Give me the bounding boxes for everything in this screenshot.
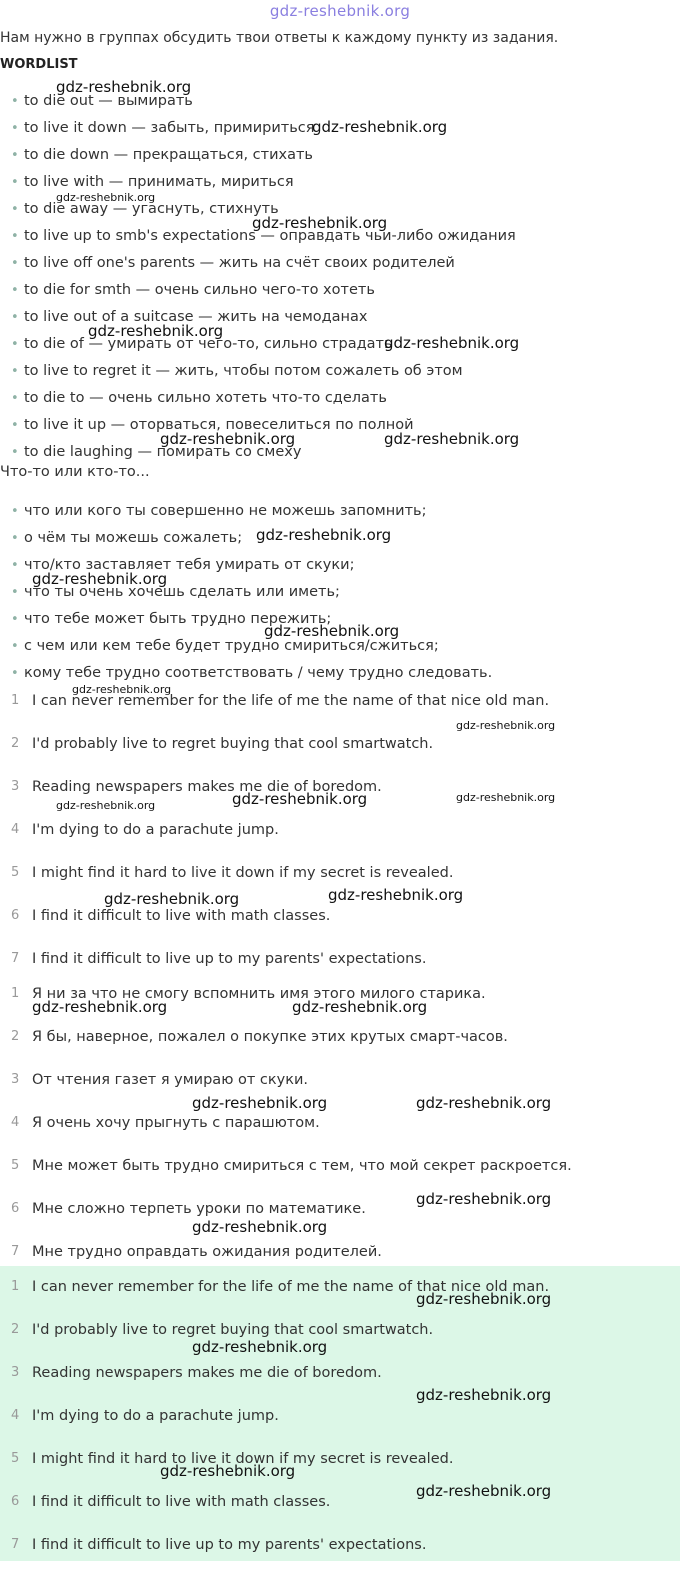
answer-text: Reading newspapers makes me die of boredom. (32, 779, 382, 795)
watermark: gdz-reshebnik.org (416, 1094, 552, 1112)
answer-text: I find it difficult to live up to my parents' expectations. (32, 1537, 427, 1553)
watermark: gdz-reshebnik.org (160, 1462, 296, 1480)
watermark: gdz-reshebnik.org (88, 322, 224, 340)
answer-text: I can never remember for the life of me the name of that nice old man. (32, 1279, 550, 1295)
prompt-item: • что ты очень хочешь сделать или иметь; (0, 579, 492, 606)
prompt-item: • что тебе может быть трудно пережить; (0, 606, 492, 633)
answer-text: I might find it hard to live it down if my secret is revealed. (32, 1451, 454, 1467)
wordlist-item: • to live up to smb's expectations — оправдать чьи-либо ожидания (0, 223, 516, 250)
wordlist-item: • to die laughing — помирать со смеху (0, 439, 516, 466)
answer-text: Reading newspapers makes me die of boredom. (32, 1365, 382, 1381)
answer-text: I find it difficult to live with math classes. (32, 908, 331, 924)
prompt-label: Что-то или кто-то... (0, 464, 150, 480)
watermark: gdz-reshebnik.org (256, 526, 392, 544)
answer-number: 3 (11, 1072, 20, 1087)
answer-text: I'd probably live to regret buying that cool smartwatch. (32, 736, 434, 752)
answer-text: I find it difficult to live with math classes. (32, 1494, 331, 1510)
answer-number: 4 (11, 822, 20, 837)
answer-number: 2 (11, 736, 20, 751)
answer-number: 5 (11, 1158, 20, 1173)
watermark: gdz-reshebnik.org (32, 998, 168, 1016)
watermark: gdz-reshebnik.org (252, 214, 388, 232)
answer-number: 7 (11, 1537, 20, 1552)
answer-number: 3 (11, 779, 20, 794)
watermark: gdz-reshebnik.org (32, 570, 168, 588)
wordlist-item: • to die of — умирать от чего-то, сильно страдать (0, 331, 516, 358)
watermark: gdz-reshebnik.org (192, 1094, 328, 1112)
prompt-item: • что/кто заставляет тебя умирать от скуки; (0, 552, 492, 579)
answer-text: Мне сложно терпеть уроки по математике. (32, 1201, 366, 1217)
watermark: gdz-reshebnik.org (56, 78, 192, 96)
wordlist-item: • to die away — угаснуть, стихнуть (0, 196, 516, 223)
intro-text: Нам нужно в группах обсудить твои ответы к каждому пункту из задания. (0, 30, 559, 46)
wordlist-item: • to live it up — оторваться, повеселиться по полной (0, 412, 516, 439)
answer-text: I'm dying to do a parachute jump. (32, 822, 279, 838)
answer-number: 5 (11, 865, 20, 880)
answer-number: 1 (11, 693, 20, 708)
answer-number: 6 (11, 1201, 20, 1216)
prompt-item: • о чём ты можешь сожалеть; (0, 525, 492, 552)
watermark: gdz-reshebnik.org (384, 430, 520, 448)
watermark: gdz-reshebnik.org (56, 799, 156, 812)
watermark: gdz-reshebnik.org (160, 430, 296, 448)
answer-number: 4 (11, 1408, 20, 1423)
answer-number: 2 (11, 1029, 20, 1044)
answer-text: Я бы, наверное, пожалел о покупке этих крутых смарт-часов. (32, 1029, 508, 1045)
wordlist-item: • to live it down — забыть, примириться (0, 115, 516, 142)
prompt-item: • с чем или кем тебе будет трудно смириться/сжиться; (0, 633, 492, 660)
wordlist-item: • to live to regret it — жить, чтобы потом сожалеть об этом (0, 358, 516, 385)
watermark: gdz-reshebnik.org (56, 191, 156, 204)
answer-number: 3 (11, 1365, 20, 1380)
prompt-item: • что или кого ты совершенно не можешь запомнить; (0, 498, 492, 525)
watermark: gdz-reshebnik.org (292, 998, 428, 1016)
site-header-link[interactable]: gdz-reshebnik.org (269, 2, 411, 20)
watermark: gdz-reshebnik.org (72, 683, 172, 696)
prompt-list (0, 498, 492, 687)
answer-number: 2 (11, 1322, 20, 1337)
answer-text: От чтения газет я умираю от скуки. (32, 1072, 309, 1088)
answer-number: 1 (11, 1279, 20, 1294)
watermark: gdz-reshebnik.org (416, 1482, 552, 1500)
watermark: gdz-reshebnik.org (416, 1290, 552, 1308)
watermark: gdz-reshebnik.org (232, 790, 368, 808)
answer-text: I'd probably live to regret buying that cool smartwatch. (32, 1322, 434, 1338)
answer-text: I can never remember for the life of me the name of that nice old man. (32, 693, 550, 709)
watermark: gdz-reshebnik.org (384, 334, 520, 352)
watermark: gdz-reshebnik.org (264, 622, 400, 640)
watermark: gdz-reshebnik.org (456, 719, 556, 732)
answer-text: I find it difficult to live up to my parents' expectations. (32, 951, 427, 967)
wordlist-item: • to die for smth — очень сильно чего-то хотеть (0, 277, 516, 304)
answer-number: 5 (11, 1451, 20, 1466)
answer-number: 4 (11, 1115, 20, 1130)
answer-text: I'm dying to do a parachute jump. (32, 1408, 279, 1424)
wordlist-item: • to live with — принимать, мириться (0, 169, 516, 196)
watermark: gdz-reshebnik.org (416, 1190, 552, 1208)
watermark: gdz-reshebnik.org (456, 791, 556, 804)
answer-number: 7 (11, 951, 20, 966)
wordlist-item: • to die down — прекращаться, стихать (0, 142, 516, 169)
watermark: gdz-reshebnik.org (312, 118, 448, 136)
answer-number: 6 (11, 1494, 20, 1509)
watermark: gdz-reshebnik.org (192, 1218, 328, 1236)
answer-text: Я очень хочу прыгнуть с парашютом. (32, 1115, 320, 1131)
answer-number: 7 (11, 1244, 20, 1259)
wordlist-item: • to die to — очень сильно хотеть что-то сделать (0, 385, 516, 412)
wordlist (0, 88, 516, 466)
watermark: gdz-reshebnik.org (192, 1338, 328, 1356)
wordlist-item: • to live off one's parents — жить на счёт своих родителей (0, 250, 516, 277)
answer-text: Мне трудно оправдать ожидания родителей. (32, 1244, 382, 1260)
answer-text: Я ни за что не смогу вспомнить имя этого милого старика. (32, 986, 486, 1002)
prompt-item: • кому тебе трудно соответствовать / чему трудно следовать. (0, 660, 492, 687)
watermark: gdz-reshebnik.org (104, 890, 240, 908)
answer-number: 1 (11, 986, 20, 1001)
wordlist-item: • to die out — вымирать (0, 88, 516, 115)
answer-text: I might find it hard to live it down if my secret is revealed. (32, 865, 454, 881)
wordlist-item: • to live out of a suitcase — жить на чемоданах (0, 304, 516, 331)
watermark: gdz-reshebnik.org (328, 886, 464, 904)
wordlist-title: WORDLIST (0, 57, 78, 72)
answer-number: 6 (11, 908, 20, 923)
watermark: gdz-reshebnik.org (416, 1386, 552, 1404)
answer-text: Мне может быть трудно смириться с тем, что мой секрет раскроется. (32, 1158, 572, 1174)
